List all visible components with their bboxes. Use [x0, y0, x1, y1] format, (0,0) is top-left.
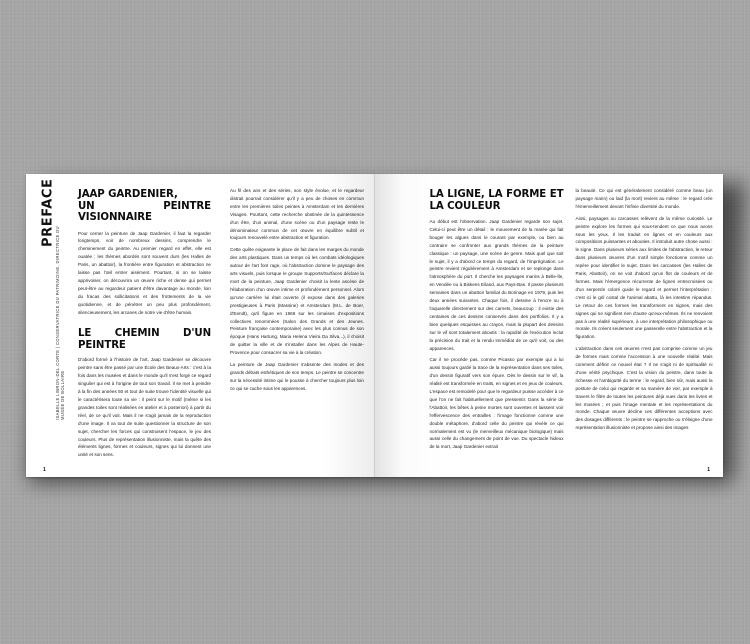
- right-page-number: 1: [707, 467, 710, 473]
- right-section-title: LA LIGNE, LA FORME ET LA COULEUR: [429, 189, 564, 212]
- section1-title-line1: JAAP GARDENIER,: [78, 189, 178, 200]
- section1-body: Pour cerner la peinture de Jaap Gardenier, il faut la regarder longtemps, voir de nombreux dessins, comprendre le cheminement du peintre. Au premier regard en effet, elle est ouatée ; les thèmes abordés sont souvent durs (les Halles de Paris, un abattoir), la frontière entre figuration et abstraction ne laisse pas l'œil entrer aisément. Pourtant, si on se laisse apprivoiser, on découvrira un œuvre riche et dense qui permet peut-être au regardeur patient d'être davantage au monde, loin du fracas des sollicitations et des frottements de la vie quotidienne, et de pénétrer un peu plus profondément, silencieusement, les arcanes de notre vie d'être humain.: [78, 230, 211, 315]
- left-column-2: [230, 187, 364, 397]
- left-col2-paragraph-2: Cette quête exigeante le place de fait dans les marges du monde des arts plastiques. Dans un temps où les combats idéologiques autour de l'art font rage, où l'abstraction domine le paysage des arts visuels, puis lorsque le groupe Supports/Surfaces déclare la mort de la peinture, Jaap Gardenier choisit la lente ascèse de l'élaboration d'un œuvre intime et profondément personnel. Alors qu'une carrière lui était ouverte (il expose dans des galeries prestigieuses à Paris (Massine) et Amsterdam (M.L. de Boer, d'Eendt), qu'il figure en 1966 sur les cimaises d'expositions collectives renommées (Salon des Grands et des Jeunes. Peinture française contemporaine) avec les plus connus de son époque (Hans Hartung, Maria Helena Vieira Da Silva...), il choisit de quitter la ville et de s'installer dans les Alpes de Haute-Provence pour consacrer sa vie à la création.: [230, 247, 364, 356]
- author-vertical-credit: ISABELLE LIBRON-DEL CORTE | CONSERVATRICE DU PATRIMOINE, DIRECTRICE DU MUSÉE DE BOLLAIRE: [55, 226, 65, 420]
- left-page-number: 1: [43, 467, 46, 473]
- right-page: [375, 174, 724, 477]
- section1-title-line2: UN PEINTRE VISIONNAIRE: [78, 200, 211, 223]
- right-col2-paragraph-1: la beauté. Ce qui est généralement considéré comme beau (un paysage marin) ou laid (la mort) revient au même : le regard crée l'émerveillement devant l'infinie diversité du monde.: [575, 188, 713, 209]
- left-col2-paragraph-3: La peinture de Jaap Gardenier s'absente des modes et des grands débats esthétiques de son temps. Le peintre se concentre sur la nécessité intime qui le pousse à chercher toujours plus loin ce qui se cache sous les apparences.: [230, 362, 364, 391]
- right-column-1: [430, 189, 564, 455]
- left-page: [26, 174, 375, 477]
- book-spread: [26, 174, 723, 477]
- vertical-label: [36, 178, 74, 420]
- left-column-1: [78, 189, 211, 463]
- book-gutter: [374, 174, 375, 477]
- right-col2-paragraph-3: L'abstraction dans ces œuvres n'est pas comprise comme un jeu de formes mais comme l'accession à une nouvelle réalité. Mais comment définir ce nouvel état ? Il ne s'agit ni de spiritualité ni d'une vérité psychique. C'est la vision du peintre, dans toute la richesse et l'ambiguïté du terme : le regard, bien sûr, mais aussi la posture de celui qui regarde et sa manière de voir, par exemple à travers le filtre de toutes les peintures déjà vues dans les livres et les musées ; et puis l'image mentale et les représentations du monde. Chaque œuvre décline ces différentes acceptions avec des dosages différents : le peintre se rapproche ou s'éloigne d'une représentation illusionniste et propose ainsi des images: [575, 346, 713, 431]
- section2-body: D'abord formé à l'histoire de l'art, Jaap Gardenier se découvre peintre sans être passé par une École des Beaux-Arts : c'est à la fois dans les musées et dans le monde qu'il s'est forgé ce regard singulier qui est à l'origine de tout son travail. Il se met à peindre à la fin des années 50 et tout de suite trouve l'identité visuelle qui le caractérisera toute sa vie : il peint sur le motif (même si les grandes toiles sont réalisées en atelier et à posteriori) à partir du réel, de ce qu'il voit. Mais il ne s'agit jamais de la reproduction d'une image. Il va tout de suite questionner la structure de son sujet, chercher les forces qui construisent l'espace, le jeu des couleurs. Plus de représentation illusionniste, mais la quête des éléments lignes, formes et couleurs, signes qui lui donnent une unité et son sens.: [78, 357, 211, 458]
- preface-vertical-title: PREFACE: [40, 178, 56, 247]
- right-col1-paragraph-2: Car il ne procède pas, comme Picasso par exemple qui a lui aussi toujours gardé la trace de la représentation dans ses toiles, d'un dessin figuratif vers son épure. Dès le dessin sur le vif, la réalité est transformée en traits, en signes et en jeux de couleurs. L'espace est remodelé pour que le regardeur puisse accéder à ce que l'on ne fait habituellement que pressentir. Dans la série de l'Abattoir, les bêtes à peine mortes sont ouvertes et laissent voir l'effervescence des entrailles : l'image fonctionne comme une double métaphore, d'abord celle du peintre qui révèle ce qui normalement est vu (le merveilleux mécanique biologique) mais aussi celle du changement de point de vue. Du spectacle hideux de la mort, Jaap Gardenier extrait: [429, 357, 564, 450]
- section2-title: LE CHEMIN D'UN PEINTRE: [78, 328, 211, 351]
- right-column-2: [576, 187, 713, 436]
- right-col2-paragraph-2: Ainsi, paysages ou carcasses relèvent de la même curiosité. Le peintre explore les formes qui sous-tendent ce que nous avons sous les yeux. Il les traduit en lignes et en couleurs aux compositions puissantes et abouties. Il introduit autre chose aussi : le signe. Dans plusieurs séries aux limites de l'abstraction, le retour dans plusieurs œuvres d'un motif simple fonctionne comme un repère pour identifier le sujet. Dans les carcasses (les Halles de Paris, Abattoir), on ne voit d'abord qu'un flot de couleurs et de formes. Mais l'émergence récurrente de lignes entrecroisées ou d'un serpentin coloré guide le regard et permet l'interprétation : c'est ici le gril costal de l'animal abattu, là les intestins répandus. Le retour de ces formes les transforment en signes, mais des signes qui ne signifient rien d'autre qu'eux-mêmes. Ils ne renvoient pas à une réalité supérieure, à une interprétation philosophique ou morale. Ils créent seulement une passerelle entre l'abstraction et la figuration.: [575, 215, 713, 340]
- left-col2-paragraph-1: Au fil des ans et des séries, son style évolue, et le regardeur distrait pourrait considérer qu'il y a peu de choses en commun entre les premières toiles peintes à Amsterdam et les dernières Visages. Pourtant, cette recherche obstinée de la quintessence d'un être, d'un animal, d'une scène ou d'un paysage reste le dénominateur commun de cet œuvre en équilibre subtil et toujours renouvelé entre abstraction et figuration.: [230, 188, 364, 241]
- right-col1-paragraph-1: Au début est l'observation. Jaap Gardenier regarde son sujet. Celui-ci peut être un détail : le mouvement de la marée qui fait bouger les algues dans le courant par exemple, ou bien au contraire se confronter aux grands thèmes de la peinture classique : un paysage, une scène de genre. Mais quel que soit le sujet, il y a d'abord ce temps du regard, de l'imprégnation. Le peintre revient régulièrement à Amsterdam et se replonge dans l'atmosphère du port. Il cherche les paysages marins à Belle-Île, en Vendée ou à Biskens Eiland, aux Pays-Bas. Il passe plusieurs semaines dans un abattoir familial du Borinage en 1979, puis les deux années suivantes. Chaque fois, il dessine à l'encre ou à l'aquarelle directement sur des carnets, beaucoup : il existe des centaines de ces dessins conservés dans des portfolios. Il y a bien quelques esquisses au crayon, mais la plupart des dessins sur le vif sont totalement aboutis : la rapidité de l'exécution inclut la précision du trait et la rendu immédiat de ce qu'il voit, ou des apparences.: [429, 219, 564, 351]
